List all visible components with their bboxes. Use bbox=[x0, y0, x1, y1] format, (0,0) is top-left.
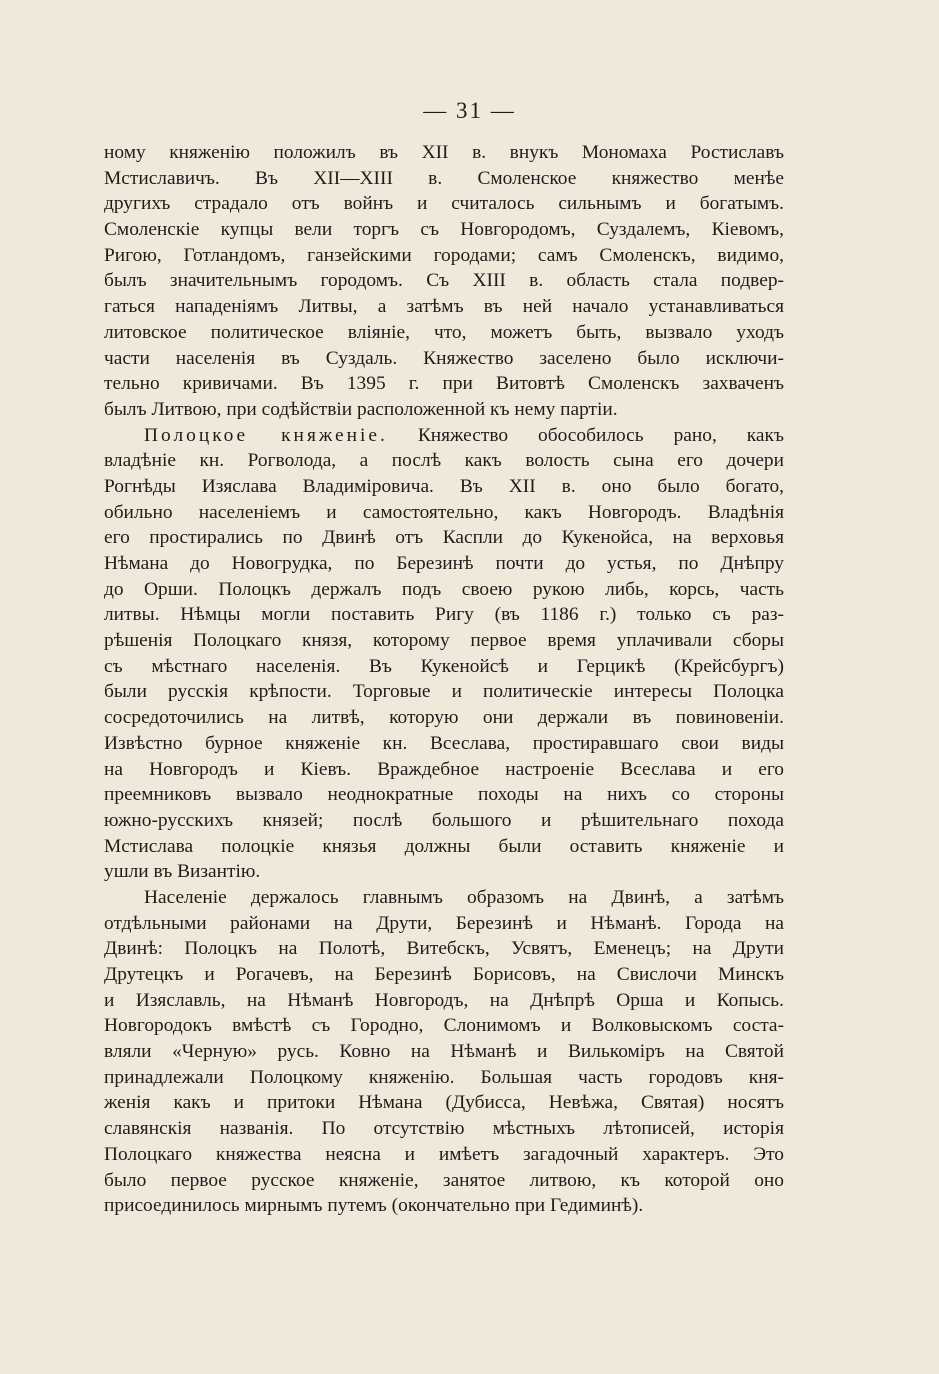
text-line bbox=[104, 474, 784, 500]
text-line bbox=[104, 782, 784, 808]
text-line bbox=[104, 1065, 784, 1091]
line-text: его простирались по Двинѣ отъ Каспли до Кукенойса, на верховья bbox=[104, 527, 784, 549]
line-text: тельно кривичами. Въ 1395 г. при Витовтѣ Смоленскъ захваченъ bbox=[104, 373, 784, 395]
text-line bbox=[104, 500, 784, 526]
line-text: южно-русскихъ князей; послѣ большого и рѣшительнаго похода bbox=[104, 809, 784, 831]
section-heading: Полоцкое княженіе. bbox=[144, 424, 388, 446]
text-line bbox=[104, 346, 784, 372]
line-text: рѣшенія Полоцкаго князя, которому первое время уплачивали сборы bbox=[104, 630, 784, 652]
text-line bbox=[104, 423, 784, 449]
line-text: Рогнѣды Изяслава Владиміровича. Въ XII в. оно было богато, bbox=[104, 475, 784, 497]
line-text: владѣніе кн. Рогволода, а послѣ какъ волость сына его дочери bbox=[104, 450, 784, 472]
line-text: съ мѣстнаго населенія. Въ Кукенойсѣ и Герцикѣ (Крейсбургъ) bbox=[104, 655, 784, 677]
text-line bbox=[104, 962, 784, 988]
line-text: Нѣмана до Новогрудка, по Березинѣ почти до устья, по Днѣпру bbox=[104, 553, 784, 574]
line-text: вляли «Черную» русь. Ковно на Нѣманѣ и Вилькоміръ на Святой bbox=[104, 1041, 784, 1063]
text-line bbox=[104, 166, 784, 192]
line-text: женія какъ и притоки Нѣмана (Дубисса, Невѣжа, Святая) носятъ bbox=[104, 1092, 784, 1114]
text-line bbox=[104, 1142, 784, 1168]
text-line bbox=[104, 577, 784, 603]
text-line bbox=[104, 602, 784, 628]
text-line bbox=[104, 1090, 784, 1116]
text-line bbox=[104, 320, 784, 346]
text-line bbox=[104, 988, 784, 1014]
body-text bbox=[104, 140, 784, 1219]
text-line bbox=[104, 834, 784, 860]
text-line bbox=[104, 140, 784, 166]
line-text: части населенія въ Суздаль. Княжество заселено было исключи- bbox=[104, 347, 784, 369]
line-text: присоединилось мирнымъ путемъ (окончательно при Гедиминѣ). bbox=[104, 1195, 644, 1217]
line-text: было первое русское княженіе, занятое литвою, къ которой оно bbox=[104, 1169, 784, 1191]
text-line bbox=[104, 1039, 784, 1065]
text-line bbox=[104, 448, 784, 474]
text-line bbox=[104, 217, 784, 243]
line-text: Друтецкъ и Рогачевъ, на Березинѣ Борисовъ, на Свислочи Минскъ bbox=[104, 964, 784, 985]
line-text: гаться нападеніямъ Литвы, а затѣмъ въ ней начало устанавливаться bbox=[104, 296, 784, 318]
line-text: Ригою, Готландомъ, ганзейскими городами; самъ Смоленскъ, видимо, bbox=[104, 244, 784, 266]
line-text: славянскія названія. По отсутствію мѣстныхъ лѣтописей, исторія bbox=[104, 1118, 784, 1140]
line-text: Извѣстно бурное княженіе кн. Всеслава, простиравшаго свои виды bbox=[104, 732, 784, 754]
line-text: Смоленскіе купцы вели торгъ съ Новгородомъ, Суздалемъ, Кіевомъ, bbox=[104, 219, 784, 241]
text-line bbox=[104, 757, 784, 783]
text-line bbox=[104, 191, 784, 217]
line-text: и Изяславль, на Нѣманѣ Новгородъ, на Днѣпрѣ Орша и Копысь. bbox=[104, 989, 784, 1011]
line-text: до Орши. Полоцкъ держалъ подъ своею рукою либь, корсь, часть bbox=[104, 578, 784, 600]
line-text: былъ Литвою, при содѣйствіи расположенной къ нему партіи. bbox=[104, 398, 618, 420]
line-text: были русскія крѣпости. Торговые и политическіе интересы Полоцка bbox=[104, 681, 784, 703]
text-line bbox=[104, 551, 784, 577]
line-text: Двинѣ: Полоцкъ на Полотѣ, Витебскъ, Усвятъ, Еменецъ; на Друти bbox=[104, 938, 784, 960]
text-line bbox=[104, 885, 784, 911]
text-line bbox=[104, 525, 784, 551]
line-text: Мстислава полоцкіе князья должны были оставить княженіе и bbox=[104, 835, 784, 857]
line-text: Полоцкаго княжества неясна и имѣетъ загадочный характеръ. Это bbox=[104, 1143, 784, 1165]
text-line bbox=[104, 1116, 784, 1142]
line-text: Новгородокъ вмѣстѣ съ Городно, Слонимомъ и Волковыскомъ соста- bbox=[104, 1015, 784, 1037]
text-line bbox=[104, 294, 784, 320]
line-text: ушли въ Византію. bbox=[104, 861, 261, 883]
text-line bbox=[104, 705, 784, 731]
line-text: былъ значительнымъ городомъ. Съ XIII в. область стала подвер- bbox=[104, 270, 784, 292]
text-line bbox=[104, 628, 784, 654]
text-line bbox=[104, 731, 784, 757]
line-text: Населеніе держалось главнымъ образомъ на Двинѣ, а затѣмъ bbox=[144, 886, 784, 908]
line-text: сосредоточились на литвѣ, которую они держали въ повиновеніи. bbox=[104, 707, 784, 729]
text-line bbox=[104, 911, 784, 937]
line-text: обильно населеніемъ и самостоятельно, какъ Новгородъ. Владѣнія bbox=[104, 501, 784, 523]
line-text: литовское политическое вліяніе, что, можетъ быть, вызвало уходъ bbox=[104, 321, 784, 343]
line-text: литвы. Нѣмцы могли поставить Ригу (въ 1186 г.) только съ раз- bbox=[104, 604, 784, 626]
text-line bbox=[104, 397, 784, 423]
text-line bbox=[104, 243, 784, 269]
line-text: Княжество обособилось рано, какъ bbox=[417, 424, 784, 446]
line-text: другихъ страдало отъ войнъ и считалось сильнымъ и богатымъ. bbox=[104, 193, 784, 215]
text-line bbox=[104, 1013, 784, 1039]
text-line bbox=[104, 371, 784, 397]
line-text: преемниковъ вызвало неоднократные походы на нихъ со стороны bbox=[104, 784, 784, 806]
text-line bbox=[104, 859, 784, 885]
line-text: ному княженію положилъ въ XII в. внукъ Мономаха Ростиславъ bbox=[104, 142, 784, 163]
page-number: — 31 — bbox=[423, 98, 516, 123]
line-text: отдѣльными районами на Друти, Березинѣ и Нѣманѣ. Города на bbox=[104, 912, 784, 934]
text-line bbox=[104, 936, 784, 962]
text-line bbox=[104, 679, 784, 705]
text-line bbox=[104, 268, 784, 294]
text-line bbox=[104, 1193, 784, 1219]
line-text: принадлежали Полоцкому княженію. Большая часть городовъ кня- bbox=[104, 1066, 784, 1088]
text-line bbox=[104, 654, 784, 680]
text-line bbox=[104, 1168, 784, 1194]
line-text: на Новгородъ и Кіевъ. Враждебное настроеніе Всеслава и его bbox=[104, 758, 784, 780]
line-text: Мстиславичъ. Въ XII—XIII в. Смоленское княжество менѣе bbox=[104, 167, 784, 189]
text-line bbox=[104, 808, 784, 834]
